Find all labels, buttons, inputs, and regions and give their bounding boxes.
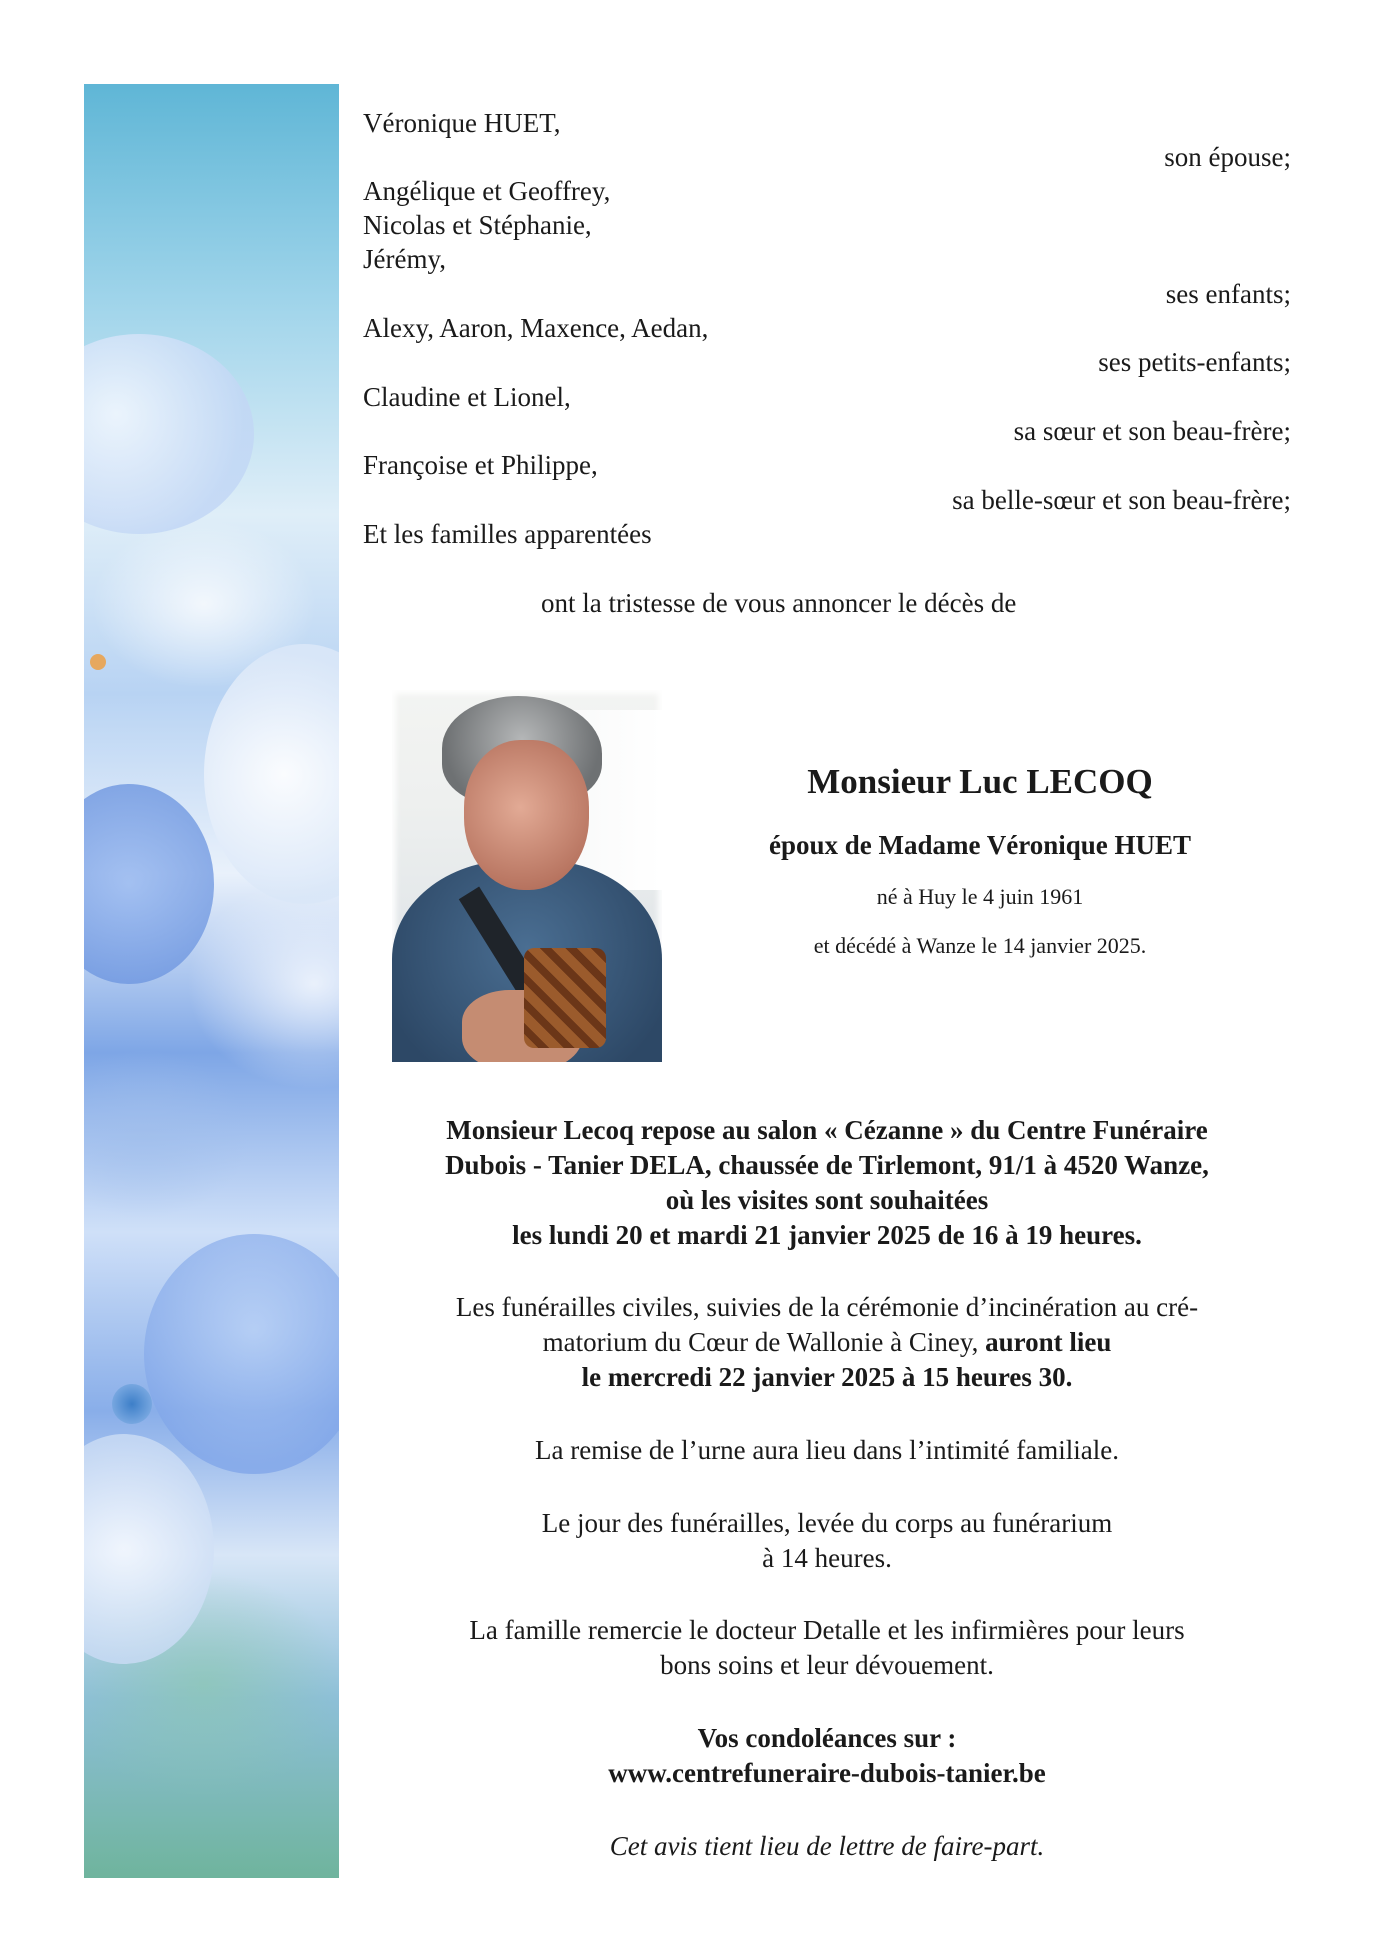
portrait-photo [392,690,662,1062]
sister-role: sa sœur et son beau-frère; [1013,416,1291,446]
funeral-emphasis: auront lieu [985,1327,1112,1357]
funeral-text: matorium du Cœur de Wallonie à Ciney, [542,1327,986,1357]
funeral-date: le mercredi 22 janvier 2025 à 15 heures 30. [581,1362,1073,1392]
flower-petal [204,644,339,904]
footer-note: Cet avis tient lieu de lettre de faire-part. [609,1831,1045,1861]
levee-line: Le jour des funérailles, levée du corps au funérarium [541,1508,1113,1538]
funeral-line [363,1324,1291,1360]
photo-waffle [524,948,606,1048]
spouse-role: son épouse; [1164,142,1291,172]
flower-petal [84,1434,214,1664]
flower-petal [84,784,214,984]
in-laws-role: sa belle-sœur et son beau-frère; [952,485,1291,515]
grandchildren-role: ses petits-enfants; [1098,347,1291,377]
floral-banner [84,84,339,1878]
visitation-line: Monsieur Lecoq repose au salon « Cézanne » du Centre Funéraire [446,1115,1208,1145]
grandchildren-names: Alexy, Aaron, Maxence, Aedan, [363,313,709,343]
thanks-line: bons soins et leur dévouement. [660,1650,994,1680]
visitation-line: où les visites sont souhaitées [665,1185,989,1215]
levee-time: à 14 heures. [762,1543,892,1573]
visitation-dates: les lundi 20 et mardi 21 janvier 2025 de 16 à 19 heures. [512,1220,1142,1250]
child-entry: Jérémy, [363,244,446,274]
visitation-line: Dubois - Tanier DELA, chaussée de Tirlemont, 91/1 à 4520 Wanze, [445,1150,1209,1180]
flower-stamen [90,654,106,670]
flower-center [112,1384,152,1424]
condolences-label: Vos condoléances sur : [697,1723,957,1753]
thanks-line: La famille remercie le docteur Detalle et les infirmières pour leurs [469,1615,1185,1645]
death-info: et décédé à Wanze le 14 janvier 2025. [813,933,1147,958]
announcement-line: ont la tristesse de vous annoncer le décès de [541,588,1017,618]
sister-names: Claudine et Lionel, [363,382,571,412]
related-families: Et les familles apparentées [363,519,652,549]
funeral-line: Les funérailles civiles, suivies de la cérémonie d’incinération au cré- [455,1292,1199,1322]
flower-petal [84,334,254,534]
child-entry: Angélique et Geoffrey, [363,176,611,206]
children-role: ses enfants; [1165,279,1291,309]
spouse-name: Véronique HUET, [363,108,561,138]
urn-notice: La remise de l’urne aura lieu dans l’intimité familiale. [534,1435,1120,1465]
deceased-spouse-line: époux de Madame Véronique HUET [768,830,1192,860]
photo-face [464,740,589,890]
birth-info: né à Huy le 4 juin 1961 [876,884,1084,909]
in-laws-names: Françoise et Philippe, [363,450,598,480]
condolences-link[interactable]: www.centrefuneraire-dubois-tanier.be [608,1758,1046,1788]
child-entry: Nicolas et Stéphanie, [363,210,592,240]
flower-petal [144,1234,339,1474]
deceased-name: Monsieur Luc LECOQ [807,762,1153,801]
